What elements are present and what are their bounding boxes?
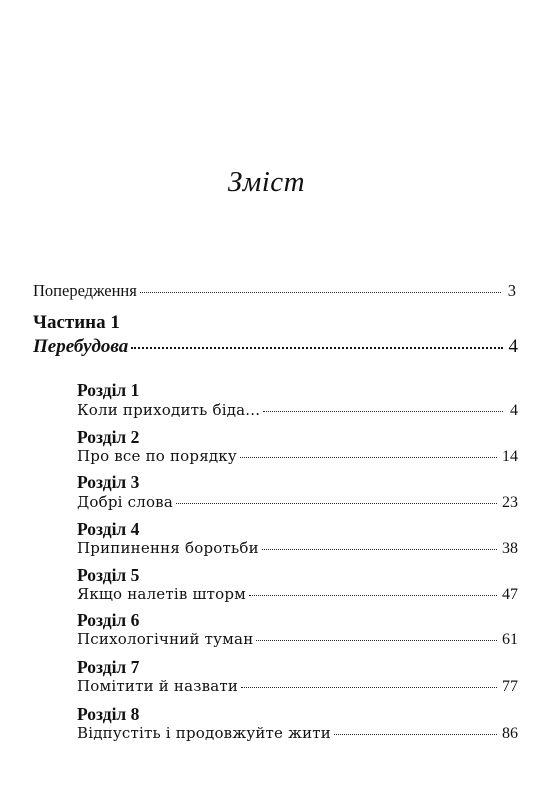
dot-leader [131,347,503,349]
dot-leader [249,595,497,596]
chapter-title: Помітити й назвати [77,677,239,695]
toc-entry-chapter [77,539,518,558]
chapter-heading: Розділ 3 [77,472,140,492]
toc-page-number: 47 [502,586,518,603]
toc-entry-chapter [77,724,518,743]
chapter-heading: Розділ 6 [77,610,140,630]
toc-page-number: 23 [502,494,518,511]
toc-entry-part [33,336,518,358]
toc-page-number: 4 [508,336,518,357]
dot-leader [262,549,497,550]
chapter-heading: Розділ 5 [77,565,140,585]
dot-leader [176,503,497,504]
dot-leader [240,457,497,458]
toc-page-number: 38 [502,540,518,557]
toc-entry-chapter [77,630,518,649]
toc-page-number: 3 [507,281,516,300]
dot-leader [263,411,503,412]
chapter-heading: Розділ 8 [77,704,140,724]
toc-entry-preface [33,281,516,301]
toc-entry-label: Попередження [33,281,137,300]
toc-entry-chapter [77,585,518,604]
chapter-title: Про все по порядку [77,447,237,465]
toc-entry-chapter [77,493,518,512]
chapter-heading: Розділ 7 [77,657,140,677]
toc-page-number: 61 [502,631,518,648]
dot-leader [334,734,497,735]
toc-page-number: 86 [502,725,518,742]
chapter-title: Якщо налетів шторм [77,585,247,603]
toc-page-number: 77 [502,678,518,695]
page-title: Зміст [227,166,306,198]
toc-page-number: 14 [502,448,518,465]
dot-leader [241,687,497,688]
dot-leader [140,292,501,293]
part-heading: Частина 1 [33,312,120,333]
chapter-title: Припинення боротьби [77,539,259,557]
toc-entry-chapter [77,677,518,696]
toc-page-number: 4 [510,402,518,419]
chapter-heading: Розділ 4 [77,519,140,539]
toc-entry-chapter [77,447,518,466]
chapter-heading: Розділ 1 [77,380,140,400]
dot-leader [256,640,497,641]
chapter-title: Психологічний туман [77,630,254,648]
part-subtitle: Перебудова [33,336,129,357]
chapter-title: Відпустіть і продовжуйте жити [77,724,331,742]
chapter-heading: Розділ 2 [77,427,140,447]
chapter-title: Добрі слова [77,493,173,511]
toc-entry-chapter [77,401,518,420]
chapter-title: Коли приходить біда... [77,401,261,419]
